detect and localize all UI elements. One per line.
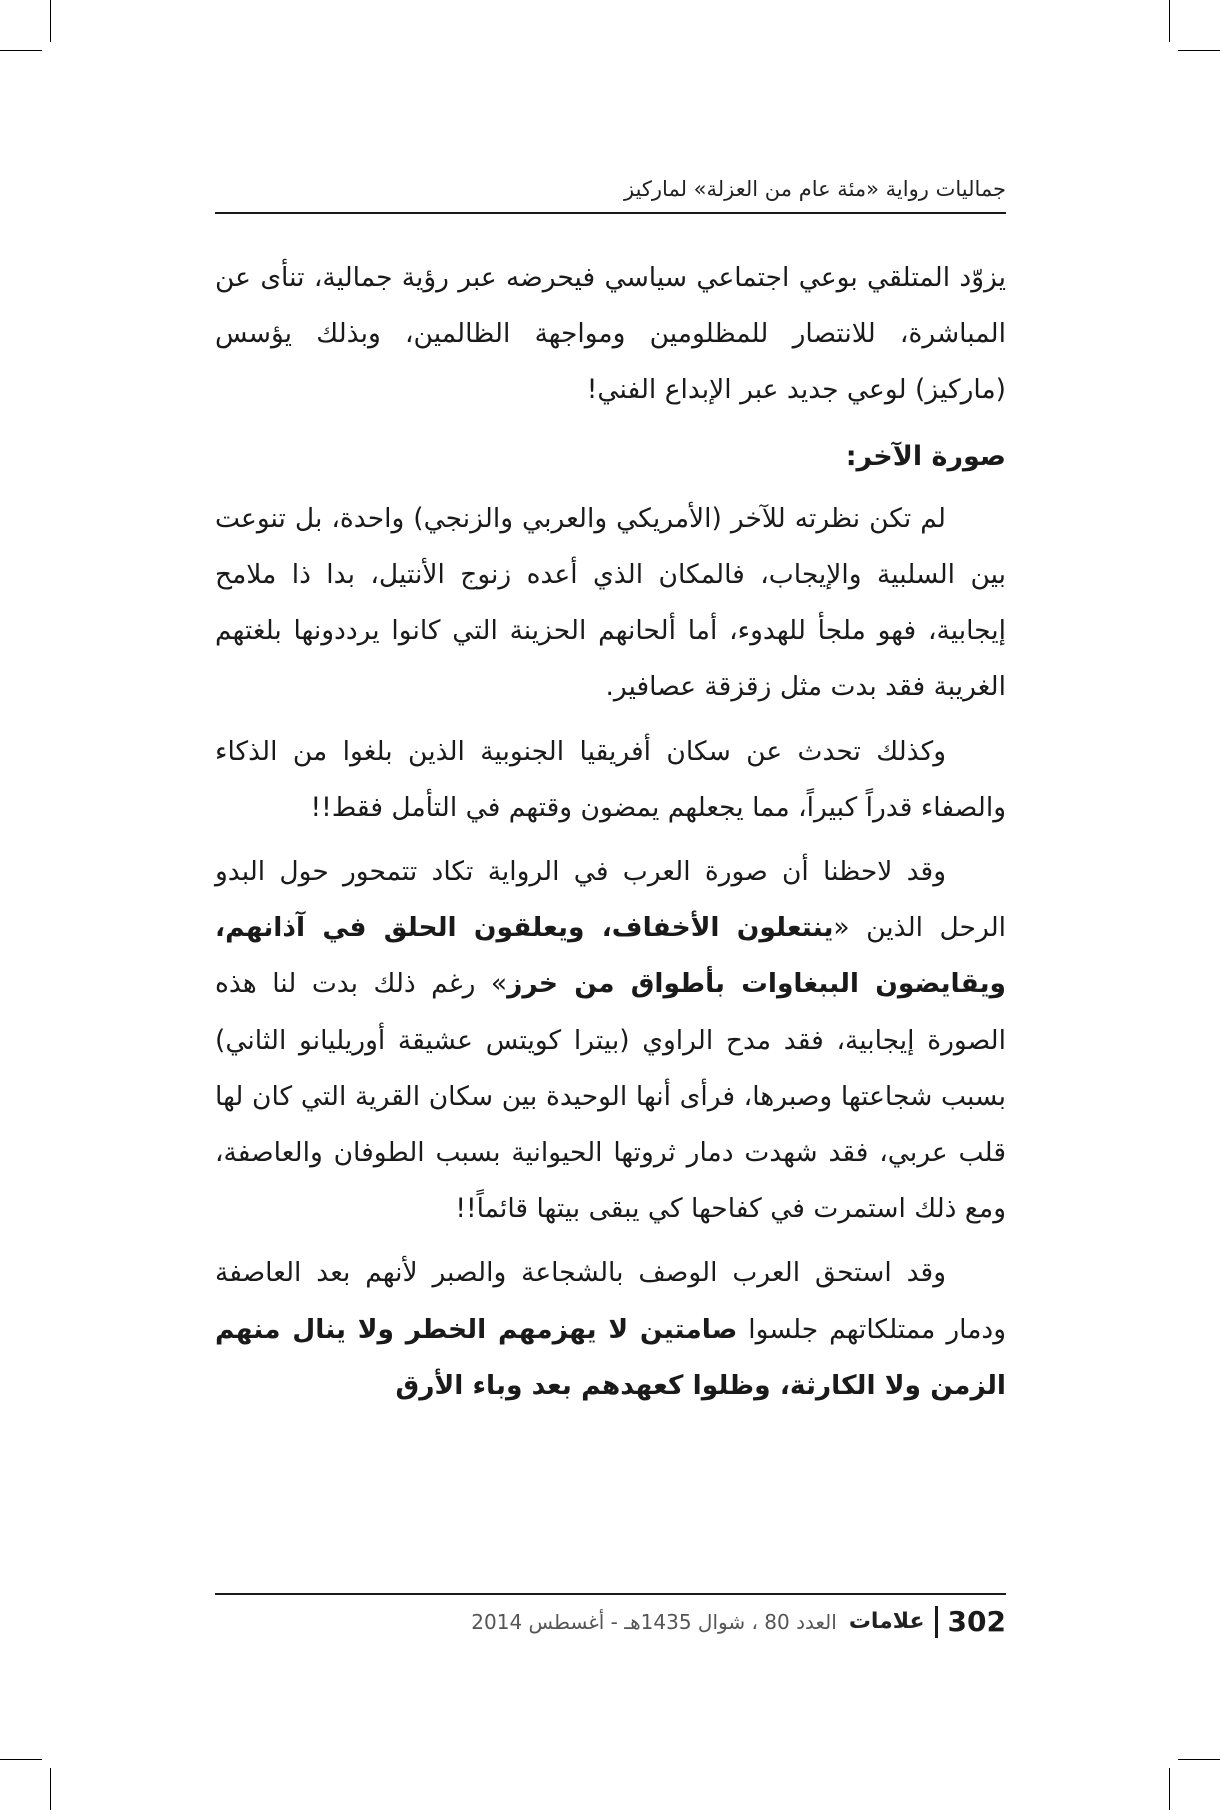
journal-logo: علامات [848, 1609, 925, 1634]
paragraph-text: وقد لاحظنا أن صورة العرب في الرواية تكاد تتمحور حول البدو الرحل الذين « [215, 856, 1006, 944]
paragraph-text: وقد استحق العرب الوصف بالشجاعة والصبر لأنهم بعد العاصفة ودمار ممتلكاتهم جلسوا [215, 1257, 1006, 1345]
crop-mark [50, 0, 51, 42]
paragraph [215, 1245, 1006, 1414]
footer-divider [215, 1593, 1006, 1595]
paragraph: لم تكن نظرته للآخر (الأمريكي والعربي والزنجي) واحدة، بل تنوعت بين السلبية والإيجاب، فالمكان الذي أعده زنوج الأنتيل، بدا ذا ملامح إيجابية، فهو ملجأ للهدوء، أما ألحانهم الحزينة التي كانوا يرددونها بلغتهم الغريبة فقد بدت مثل زقزقة عصافير. [215, 502, 1006, 703]
running-header: جماليات رواية «مئة عام من العزلة» لماركيز [623, 177, 1006, 201]
crop-mark [1178, 50, 1220, 51]
crop-mark [1178, 1759, 1220, 1760]
crop-mark [50, 1768, 51, 1810]
crop-mark [0, 50, 42, 51]
header-divider [215, 212, 1006, 214]
paragraph-text: » رغم ذلك بدت لنا هذه الصورة إيجابية، فقد مدح الراوي (بيترا كويتس عشيقة أوريليانو الثاني) بسبب شجاعتها وصبرها، فرأى أنها الوحيدة بين سكان القرية التي كان لها قلب عربي، فقد شهدت دمار ثروتها الحيوانية بسبب الطوفان والعاصفة، ومع ذلك استمرت في كفاحها كي يبقى بيتها قائماً!! [215, 968, 1006, 1225]
paragraph: وكذلك تحدث عن سكان أفريقيا الجنوبية الذين بلغوا من الذكاء والصفاء قدراً كبيراً، مما يجعلهم يمضون وقتهم في التأمل فقط!! [215, 735, 1006, 823]
crop-mark [1169, 1768, 1170, 1810]
paragraph [215, 844, 1006, 1237]
page-footer [215, 1605, 1006, 1638]
article-body [215, 250, 1006, 1414]
paragraph: يزوّد المتلقي بوعي اجتماعي سياسي فيحرضه عبر رؤية جمالية، تنأى عن المباشرة، للانتصار للمظلومين ومواجهة الظالمين، وبذلك يؤسس (ماركيز) لوعي جديد عبر الإبداع الفني! [215, 262, 1006, 406]
bold-quote: صامتين لا يهزمهم الخطر ولا ينال منهم الزمن ولا الكارثة، وظلوا كعهدهم بعد وباء الأرق [215, 1313, 1006, 1401]
issue-info: العدد 80 ، شوال 1435هـ - أغسطس 2014 [471, 1609, 837, 1634]
crop-mark [0, 1759, 42, 1760]
page-number: 302 [947, 1605, 1006, 1638]
crop-mark [1169, 0, 1170, 42]
footer-separator [935, 1606, 938, 1638]
bold-quote: ينتعلون الأخفاف، ويعلقون الحلق في آذانهم، ويقايضون الببغاوات بأطواق من خرز [215, 912, 1006, 1000]
section-heading: صورة الآخر: [845, 440, 1006, 472]
